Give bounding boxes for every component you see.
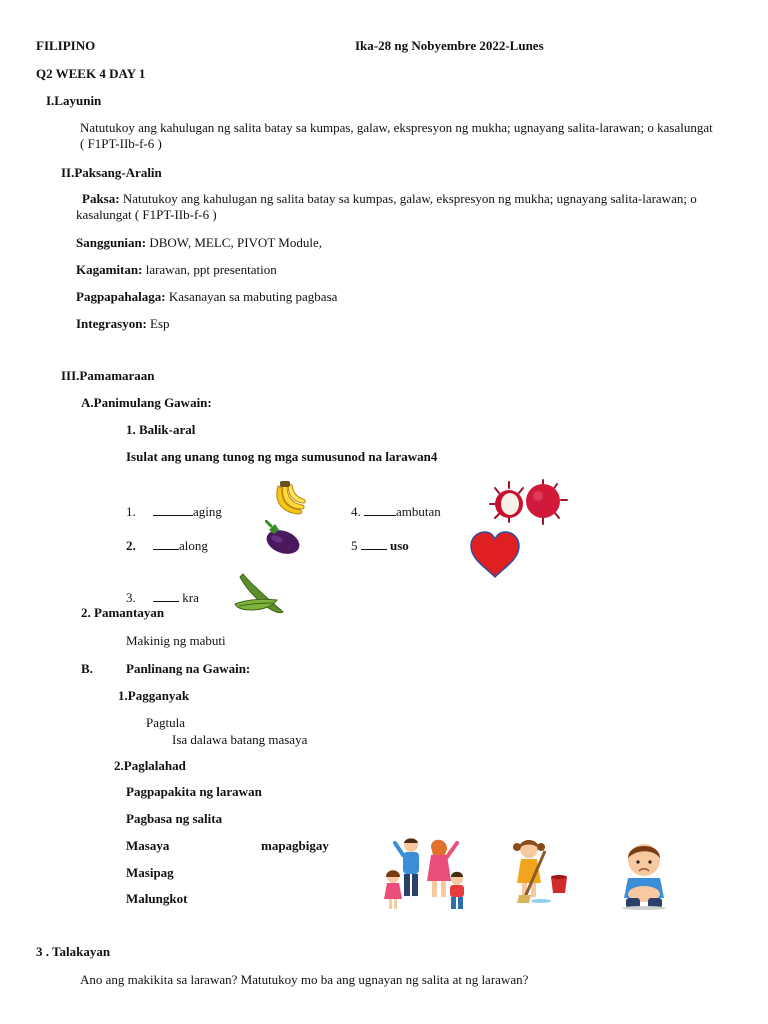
pamantayan-heading: 2. Pamantayan — [81, 605, 165, 620]
pagtula-text: Pagtula — [146, 715, 185, 730]
eggplant-image — [265, 520, 303, 556]
answer-blank — [153, 503, 193, 516]
rambutan-image — [487, 478, 569, 526]
item-1 — [126, 503, 222, 520]
integrasyon-label: Integrasyon: — [76, 316, 147, 331]
kagamitan-text: larawan, ppt presentation — [145, 262, 277, 277]
sanggunian-row — [76, 235, 322, 251]
sanggunian-text: DBOW, MELC, PIVOT Module, — [149, 235, 322, 250]
answer-blank — [153, 589, 179, 602]
kagamitan-label: Kagamitan: — [76, 262, 143, 277]
item-4 — [351, 503, 441, 520]
item-word: kra — [182, 590, 199, 605]
pamamaraan-heading: III.Pamamaraan — [61, 368, 155, 383]
panimulang-gawain-heading: A.Panimulang Gawain: — [81, 395, 212, 410]
paksang-aralin-heading: II.Paksang-Aralin — [61, 165, 162, 180]
item-number: 5 — [351, 538, 358, 553]
word-masaya: Masaya — [126, 838, 170, 853]
b-label: B. — [81, 661, 93, 676]
talakayan-question: Ano ang makikita sa larawan? Matutukoy mo ba ang ugnayan ng salita at ng larawan? — [80, 972, 529, 987]
word-masipag: Masipag — [126, 865, 174, 880]
item-word: aging — [193, 504, 222, 519]
pagpapakita-text: Pagpapakita ng larawan — [126, 784, 262, 799]
pagpapahalaga-label: Pagpapahalaga: — [76, 289, 166, 304]
integrasyon-row — [76, 316, 170, 332]
word-malungkot: Malungkot — [126, 891, 188, 906]
girl-sweeping-image — [505, 835, 569, 905]
paksa-text: Natutukoy ang kahulugan ng salita batay sa kumpas, galaw, ekspresyon ng mukha; ugnayang salita-larawan; o kasalungat ( F1PT-IIb-f-6 ) — [76, 191, 697, 222]
happy-family-image — [381, 835, 469, 913]
week-title: Q2 WEEK 4 DAY 1 — [36, 66, 146, 81]
item-3 — [126, 589, 199, 606]
paglalahad-heading: 2.Paglalahad — [114, 758, 186, 773]
balik-aral-instruction: Isulat ang unang tunog ng mga sumusunod na larawan4 — [126, 449, 438, 464]
pagganyak-heading: 1.Pagganyak — [118, 688, 190, 703]
subject-title: FILIPINO — [36, 38, 96, 53]
layunin-heading: I.Layunin — [46, 93, 102, 108]
sad-boy-image — [618, 840, 670, 910]
pagpapahalaga-text: Kasanayan sa mabuting pagbasa — [168, 289, 338, 304]
sanggunian-label: Sanggunian: — [76, 235, 147, 250]
panlinang-gawain-heading: Panlinang na Gawain: — [126, 661, 251, 676]
pamantayan-text: Makinig ng mabuti — [126, 633, 226, 648]
item-number: 2. — [126, 538, 136, 553]
answer-blank — [361, 537, 387, 550]
answer-blank — [364, 503, 396, 516]
item-number: 1. — [126, 504, 136, 519]
paksa-label: Paksa: — [82, 191, 120, 206]
integrasyon-text: Esp — [150, 316, 170, 331]
item-2 — [126, 537, 208, 554]
item-5 — [351, 537, 409, 554]
item-word: uso — [390, 538, 409, 553]
layunin-text: Natutukoy ang kahulugan ng salita batay sa kumpas, galaw, ekspresyon ng mukha; ugnayang salita-larawan; o kasalungat ( F1PT-IIb-f-6 ) — [80, 120, 713, 151]
word-mapagbigay: mapagbigay — [261, 838, 329, 853]
banana-image — [272, 480, 306, 518]
talakayan-heading: 3 . Talakayan — [36, 944, 111, 959]
pagbasa-text: Pagbasa ng salita — [126, 811, 223, 826]
answer-blank — [153, 537, 179, 550]
pagpapahalaga-row — [76, 289, 337, 305]
item-number: 3. — [126, 590, 136, 605]
paksa-paragraph — [76, 191, 736, 223]
date-title: Ika-28 ng Nobyembre 2022-Lunes — [355, 38, 544, 53]
item-word: along — [179, 538, 208, 553]
okra-image — [233, 572, 285, 616]
item-word: ambutan — [396, 504, 441, 519]
tula-line: Isa dalawa batang masaya — [172, 732, 308, 747]
kagamitan-row — [76, 262, 277, 278]
heart-image — [469, 531, 521, 579]
item-number: 4. — [351, 504, 361, 519]
balik-aral-heading: 1. Balik-aral — [126, 422, 196, 437]
